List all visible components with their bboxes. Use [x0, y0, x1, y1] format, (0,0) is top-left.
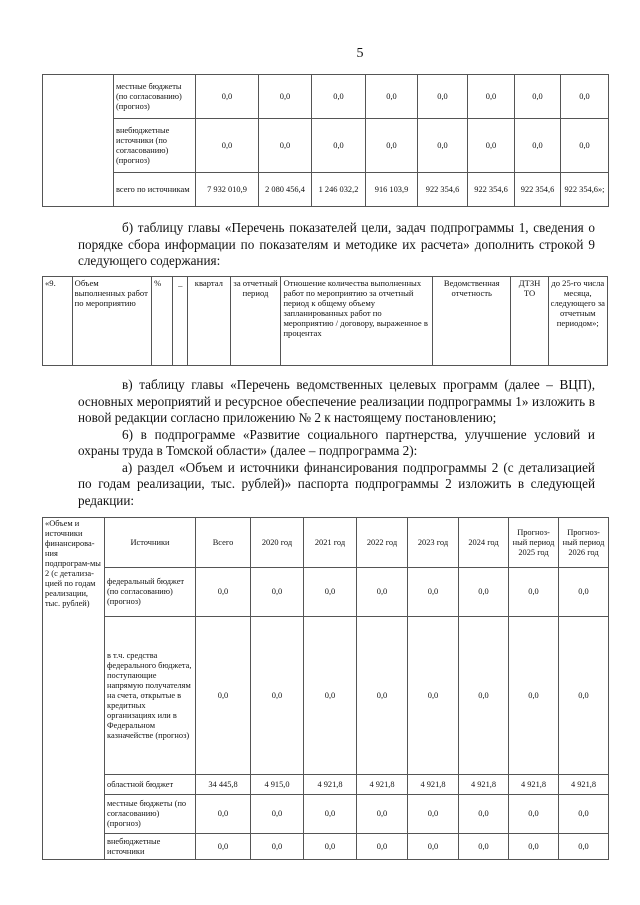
- table-row: [43, 617, 609, 775]
- value-cell: 0,0: [251, 568, 304, 617]
- value-cell: 0,0: [312, 75, 366, 119]
- value-cell: 4 921,8: [509, 775, 559, 795]
- indicator-cell: Ведомственная отчетность: [433, 277, 511, 366]
- value-cell: 0,0: [196, 617, 251, 775]
- value-cell: 0,0: [418, 75, 468, 119]
- value-cell: 0,0: [408, 795, 459, 834]
- indicator-cell: за отчетный период: [230, 277, 281, 366]
- page-number: 5: [356, 46, 364, 61]
- value-cell: 0,0: [559, 834, 609, 860]
- header-row: [43, 518, 609, 568]
- value-cell: 0,0: [357, 795, 408, 834]
- value-cell: 0,0: [196, 834, 251, 860]
- value-cell: 4 915,0: [251, 775, 304, 795]
- paragraphs-block: [78, 377, 595, 509]
- value-cell: 0,0: [196, 568, 251, 617]
- value-cell: 0,0: [515, 75, 561, 119]
- value-cell: 0,0: [357, 834, 408, 860]
- value-cell: 0,0: [312, 119, 366, 173]
- value-cell: 0,0: [509, 795, 559, 834]
- paragraph-b: [78, 220, 595, 270]
- indicator-cell: ДТЗН ТО: [511, 277, 548, 366]
- value-cell: 0,0: [357, 568, 408, 617]
- indicator-row-table: [42, 276, 608, 366]
- paragraph-6: 6) в подпрограмме «Развитие социального партнерства, улучшение условий и охраны труда в Томской области» (далее – подпрограмма 2):: [78, 426, 595, 458]
- value-cell: 916 103,9: [366, 173, 418, 207]
- indicator-cell: до 25-го числа месяца, следующего за отчетным периодом»;: [548, 277, 607, 366]
- table-row: [43, 775, 609, 795]
- value-cell: 0,0: [366, 119, 418, 173]
- source-cell: в т.ч. средства федерального бюджета, поступающие напрямую получателям на счета, открытые в кредитных организациях или в Федеральном казначействе (прогноз): [105, 617, 196, 775]
- column-header: Прогноз-ный период 2025 год: [509, 518, 559, 568]
- value-cell: 4 921,8: [357, 775, 408, 795]
- value-cell: 0,0: [408, 568, 459, 617]
- value-cell: 0,0: [515, 119, 561, 173]
- column-header: Всего: [196, 518, 251, 568]
- table-row: [43, 173, 609, 207]
- value-cell: 0,0: [251, 795, 304, 834]
- value-cell: 0,0: [304, 795, 357, 834]
- value-cell: 7 932 010,9: [196, 173, 259, 207]
- value-cell: 0,0: [468, 75, 515, 119]
- table-row: [43, 795, 609, 834]
- value-cell: 0,0: [304, 834, 357, 860]
- value-cell: 0,0: [408, 834, 459, 860]
- table-row: [43, 75, 609, 119]
- value-cell: 0,0: [196, 119, 259, 173]
- value-cell: 0,0: [251, 834, 304, 860]
- value-cell: 0,0: [468, 119, 515, 173]
- value-cell: 0,0: [418, 119, 468, 173]
- value-cell: 4 921,8: [408, 775, 459, 795]
- value-cell: 0,0: [259, 75, 312, 119]
- value-cell: 4 921,8: [559, 775, 609, 795]
- column-header: 2024 год: [459, 518, 509, 568]
- column-header: 2023 год: [408, 518, 459, 568]
- value-cell: 0,0: [509, 834, 559, 860]
- value-cell: 0,0: [408, 617, 459, 775]
- indicator-cell: Объем выполненных работ по мероприятию: [72, 277, 152, 366]
- value-cell: 0,0: [559, 795, 609, 834]
- value-cell: 2 080 456,4: [259, 173, 312, 207]
- value-cell: 0,0: [561, 119, 609, 173]
- value-cell: 0,0: [251, 617, 304, 775]
- value-cell: 1 246 032,2: [312, 173, 366, 207]
- source-cell: всего по источникам: [114, 173, 196, 207]
- value-cell: 0,0: [509, 568, 559, 617]
- indicator-cell: _: [173, 277, 188, 366]
- row-label-cell: «Объем и источники финансирова-ния подпрограм-мы 2 (с детализа-цией по годам реализации, тыс. рублей): [43, 518, 105, 860]
- table-row: [43, 119, 609, 173]
- value-cell: 4 921,8: [304, 775, 357, 795]
- value-cell: 922 354,6: [418, 173, 468, 207]
- subprogram2-funding-table: [42, 517, 609, 860]
- indicator-cell: Отношение количества выполненных работ по мероприятию за отчетный период к общему объему запланированных работ по мероприятию / договору, выраженное в процентах: [281, 277, 433, 366]
- value-cell: 0,0: [196, 795, 251, 834]
- column-header: 2020 год: [251, 518, 304, 568]
- source-cell: федеральный бюджет (по согласованию) (прогноз): [105, 568, 196, 617]
- column-header: Прогноз-ный период 2026 год: [559, 518, 609, 568]
- value-cell: 0,0: [357, 617, 408, 775]
- value-cell: 4 921,8: [459, 775, 509, 795]
- value-cell: 0,0: [559, 568, 609, 617]
- value-cell: 0,0: [459, 568, 509, 617]
- value-cell: 34 445,8: [196, 775, 251, 795]
- value-cell: 0,0: [561, 75, 609, 119]
- value-cell: 0,0: [196, 75, 259, 119]
- value-cell: 0,0: [304, 568, 357, 617]
- column-header: Источники: [105, 518, 196, 568]
- table-row: [43, 834, 609, 860]
- column-header: 2021 год: [304, 518, 357, 568]
- value-cell: 0,0: [304, 617, 357, 775]
- source-cell: внебюджетные источники: [105, 834, 196, 860]
- paragraph-a: а) раздел «Объем и источники финансирования подпрограммы 2 (с детализацией по годам реализации, тыс. рублей)» паспорта подпрограммы 2 изложить в следующей редакции:: [78, 459, 595, 508]
- paragraph-v: в) таблицу главы «Перечень ведомственных целевых программ (далее – ВЦП), основных мероприятий и ресурсное обеспечение реализации подпрограммы 1» изложить в новой редакции согласно приложению № 2 к настоящему постановлению;: [78, 377, 595, 425]
- blank-label-cell: [43, 75, 114, 207]
- table-row: [43, 568, 609, 617]
- paragraph-text: б) таблицу главы «Перечень показателей цели, задач подпрограммы 1, сведения о порядке сбора информации по показателям и методике их расчета» дополнить строкой 9 следующего содержания:: [78, 220, 595, 268]
- source-cell: местные бюджеты (по согласованию) (прогноз): [114, 75, 196, 119]
- indicator-cell: квартал: [188, 277, 230, 366]
- value-cell: 922 354,6»;: [561, 173, 609, 207]
- column-header: 2022 год: [357, 518, 408, 568]
- indicator-cell: «9.: [43, 277, 73, 366]
- value-cell: 922 354,6: [468, 173, 515, 207]
- source-cell: внебюджетные источники (по согласованию) (прогноз): [114, 119, 196, 173]
- value-cell: 0,0: [366, 75, 418, 119]
- value-cell: 0,0: [509, 617, 559, 775]
- value-cell: 922 354,6: [515, 173, 561, 207]
- value-cell: 0,0: [459, 617, 509, 775]
- value-cell: 0,0: [259, 119, 312, 173]
- value-cell: 0,0: [459, 834, 509, 860]
- value-cell: 0,0: [459, 795, 509, 834]
- indicator-cell: %: [152, 277, 173, 366]
- source-cell: местные бюджеты (по согласованию) (прогноз): [105, 795, 196, 834]
- value-cell: 0,0: [559, 617, 609, 775]
- source-cell: областной бюджет: [105, 775, 196, 795]
- funding-table-continuation: [42, 74, 609, 207]
